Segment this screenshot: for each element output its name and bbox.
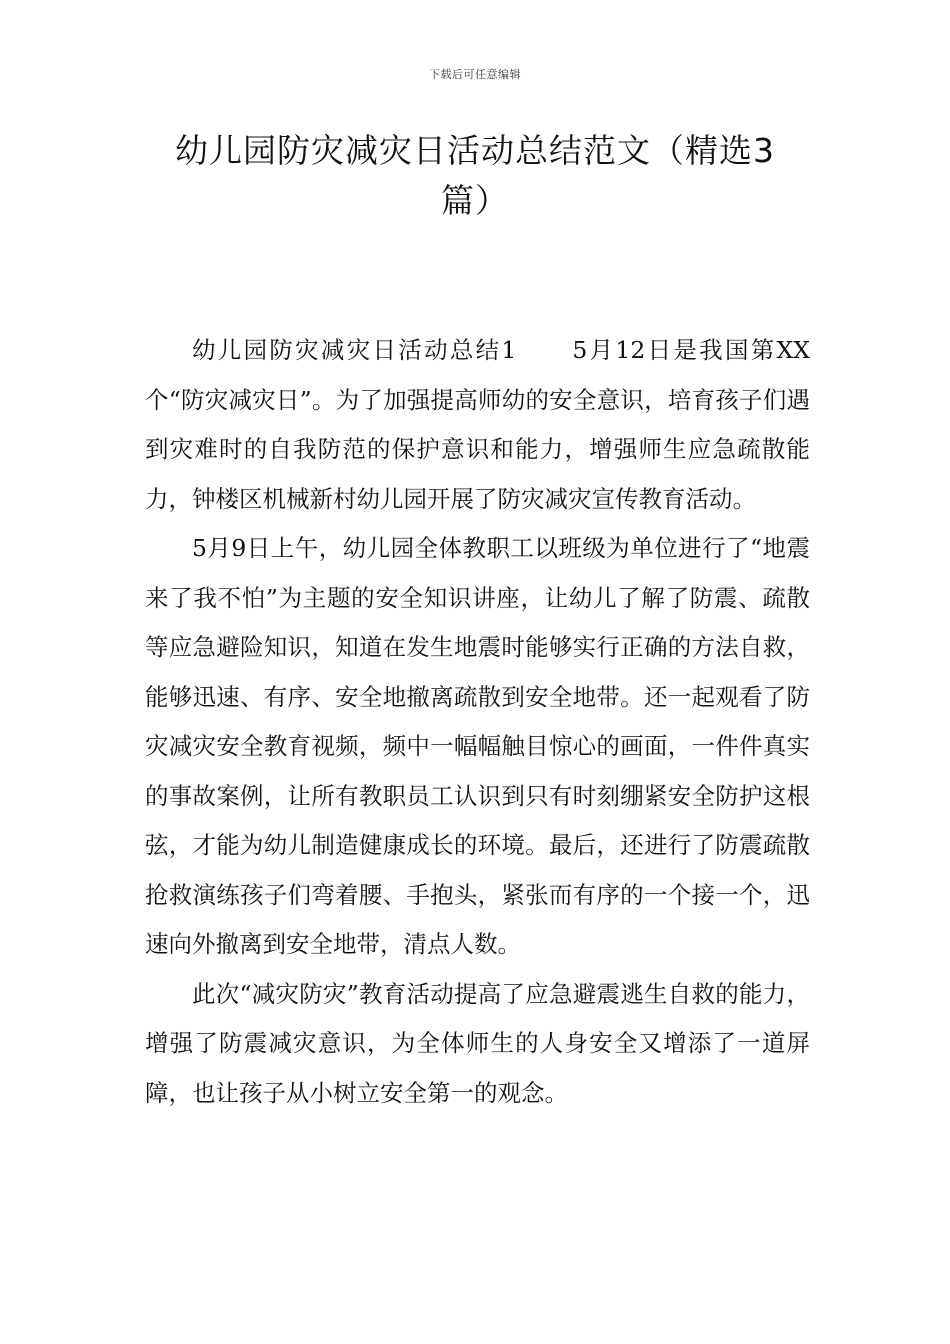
section-heading: 幼儿园防灾减灾日活动总结1	[192, 336, 517, 364]
paragraph-2: 5月9日上午，幼儿园全体教职工以班级为单位进行了“地震来了我不怕”为主题的安全知识讲座，让幼儿了解了防震、疏散等应急避险知识，知道在发生地震时能够实行正确的方法自救，能够迅速、有序、安全地撤离疏散到安全地带。还一起观看了防灾减灾安全教育视频，频中一幅幅触目惊心的画面，一件件真实的事故案例，让所有教职员工认识到只有时刻绷紧安全防护这根弦，才能为幼儿制造健康成长的环境。最后，还进行了防震疏散抢救演练孩子们弯着腰、手抱头，紧张而有序的一个接一个，迅速向外撤离到安全地带，清点人数。	[145, 534, 810, 958]
document-body	[145, 326, 810, 1118]
paragraph-1	[145, 326, 810, 524]
paragraph-3: 此次“减灾防灾”教育活动提高了应急避震逃生自救的能力，增强了防震减灾意识，为全体师生的人身安全又增添了一道屏障，也让孩子从小树立安全第一的观念。	[145, 979, 810, 1107]
paragraph-1-text: 5月12日是我国第XX个“防灾减灾日”。为了加强提高师幼的安全意识，培育孩子们遇到灾难时的自我防范的保护意识和能力，增强师生应急疏散能力，钟楼区机械新村幼儿园开展了防灾减灾宣传教育活动。	[145, 336, 810, 513]
document-title: 幼儿园防灾减灾日活动总结范文（精选3篇）	[175, 131, 775, 220]
header-note: 下载后可任意编辑	[429, 68, 521, 81]
